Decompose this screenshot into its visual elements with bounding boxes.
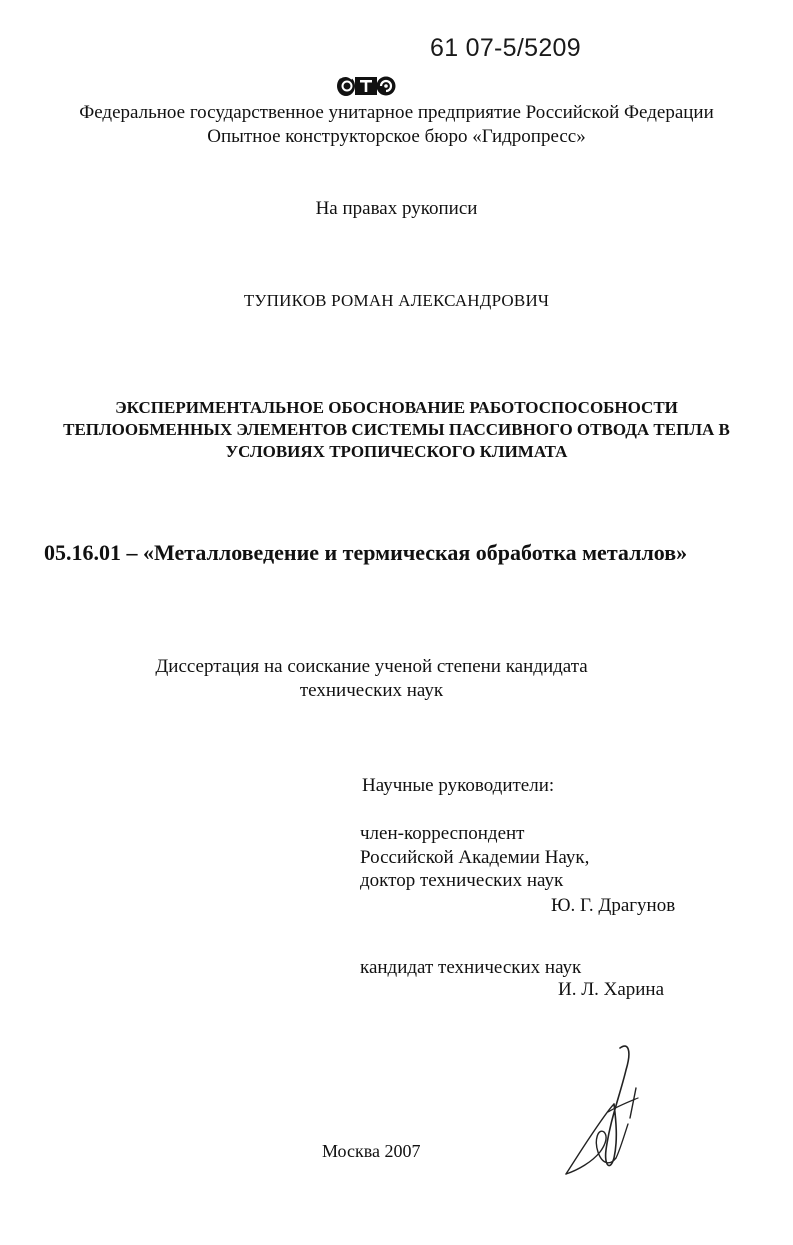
advisor-1-line-2: Российской Академии Наук, bbox=[360, 846, 590, 868]
advisor-1-line-3: доктор технических наук bbox=[360, 870, 564, 891]
degree-line-1: Диссертация на соискание ученой степени кандидата bbox=[155, 656, 588, 677]
advisor-2-credentials bbox=[360, 956, 581, 980]
degree-statement bbox=[0, 655, 768, 703]
advisor-1-line-1: член-корреспондент bbox=[360, 823, 525, 844]
advisor-1-name: Ю. Г. Драгунов bbox=[551, 895, 676, 916]
organization-line-2: Опытное конструкторское бюро «Гидропресс» bbox=[207, 126, 586, 147]
degree-line-2: технических наук bbox=[299, 680, 444, 701]
advisors-heading: Научные руководители: bbox=[362, 775, 555, 796]
okb-gidropress-logo-icon bbox=[336, 74, 396, 98]
archive-number: 61 07-5/5209 bbox=[430, 34, 581, 62]
author-name: ТУПИКОВ РОМАН АЛЕКСАНДРОВИЧ bbox=[243, 291, 550, 310]
dissertation-title bbox=[0, 397, 793, 463]
advisor-1-credentials bbox=[360, 822, 589, 893]
organization-name bbox=[0, 101, 793, 149]
city-year: Москва 2007 bbox=[322, 1141, 421, 1161]
advisor-2-line-1: кандидат технических наук bbox=[360, 957, 582, 978]
title-line-3: УСЛОВИЯХ ТРОПИЧЕСКОГО КЛИМАТА bbox=[225, 442, 568, 461]
handwritten-signature-icon bbox=[558, 1040, 658, 1180]
rights-notice: На правах рукописи bbox=[315, 198, 478, 219]
organization-line-1: Федеральное государственное унитарное предприятие Российской Федерации bbox=[79, 102, 714, 123]
title-line-1: ЭКСПЕРИМЕНТАЛЬНОЕ ОБОСНОВАНИЕ РАБОТОСПОСОБНОСТИ bbox=[115, 398, 678, 417]
advisor-2-name: И. Л. Харина bbox=[558, 979, 665, 1000]
specialty-code: 05.16.01 – «Металловедение и термическая обработка металлов» bbox=[44, 540, 688, 565]
title-line-2: ТЕПЛООБМЕННЫХ ЭЛЕМЕНТОВ СИСТЕМЫ ПАССИВНОГО ОТВОДА ТЕПЛА В bbox=[63, 420, 730, 439]
